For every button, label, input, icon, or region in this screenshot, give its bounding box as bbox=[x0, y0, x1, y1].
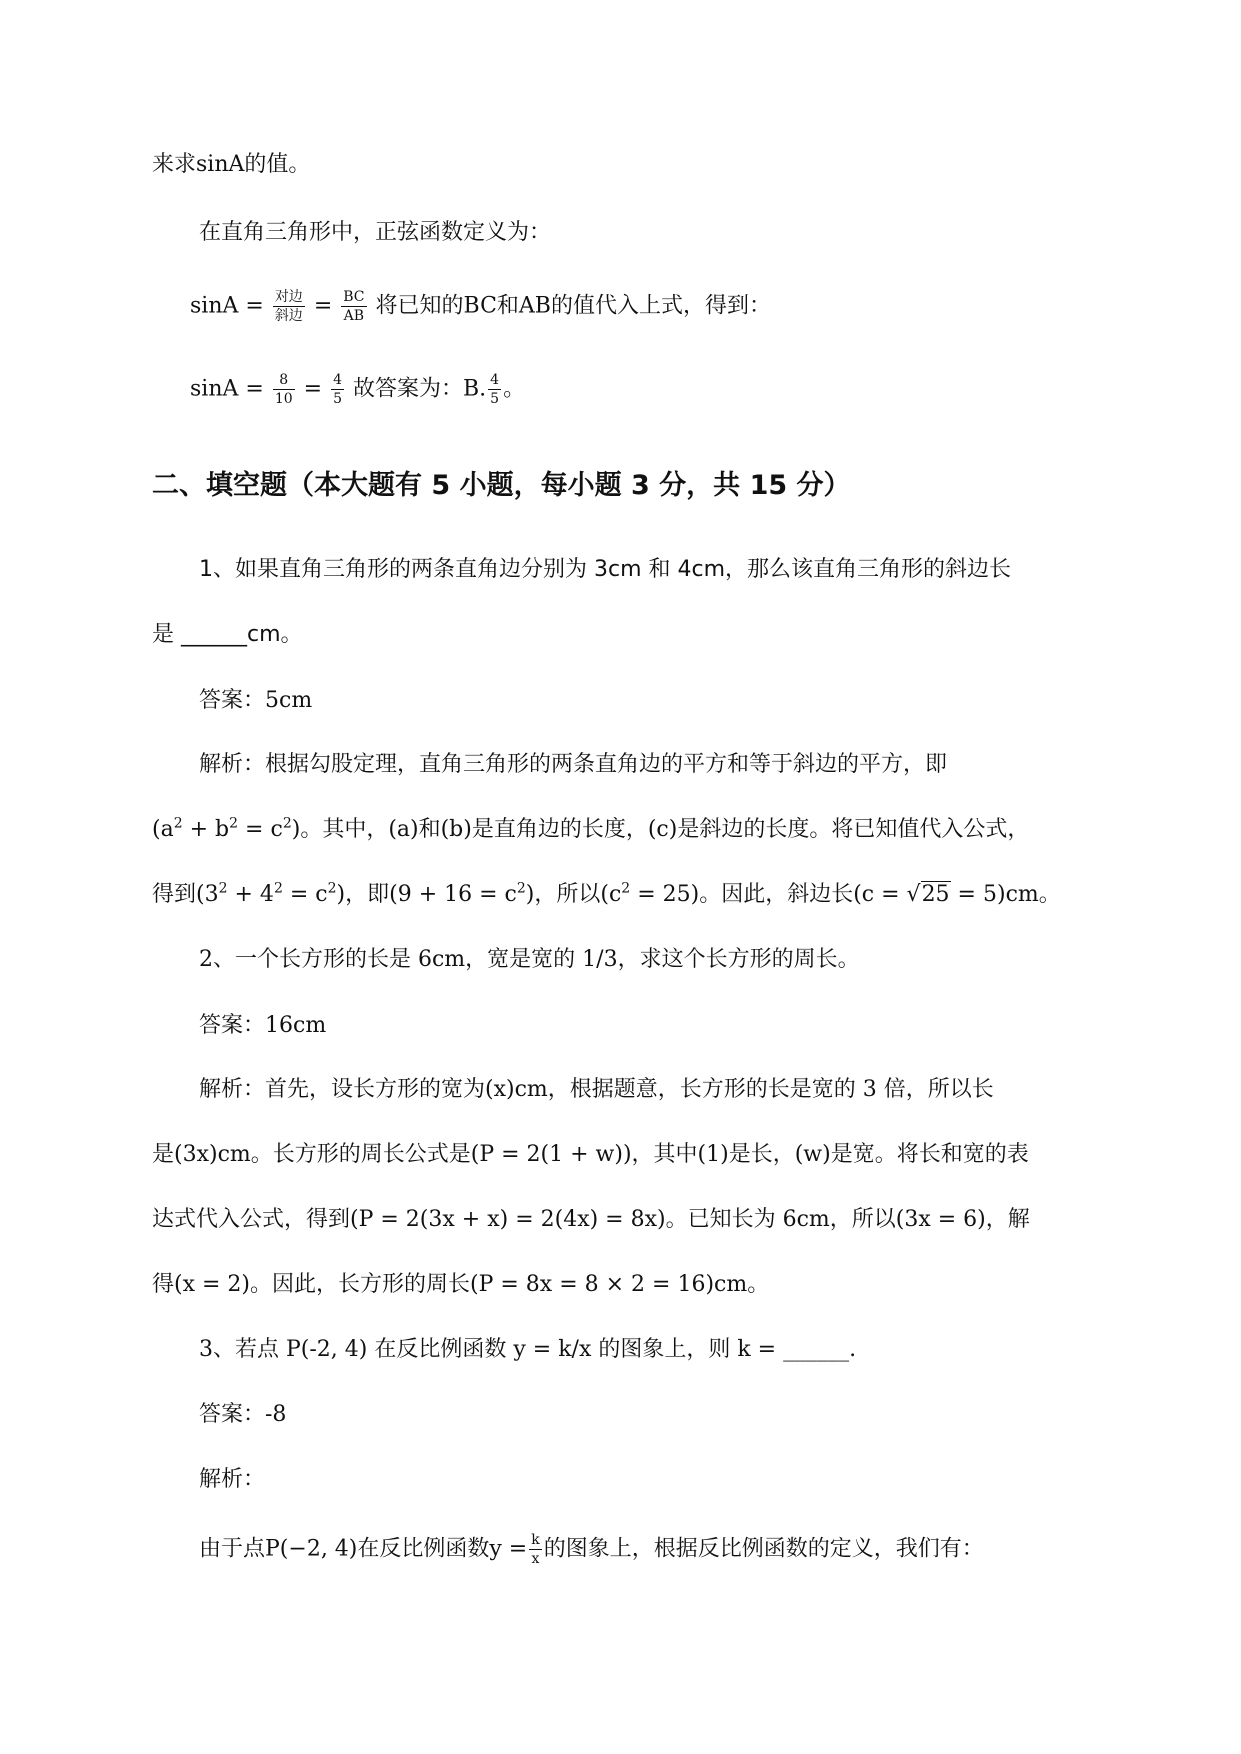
formula-text: = 25)。因此，斜边长(c = bbox=[630, 882, 907, 907]
analysis-text: 由于点P(−2, 4)在反比例函数y = bbox=[199, 1536, 528, 1562]
paragraph-text: 来求sinA的值。 bbox=[152, 152, 311, 177]
analysis-3-line-2 bbox=[0, 1532, 1241, 1567]
fraction-denominator: AB bbox=[343, 308, 365, 324]
analysis-text: 解析：根据勾股定理，直角三角形的两条直角边的平方和等于斜边的平方，即 bbox=[199, 752, 948, 777]
superscript: 2 bbox=[173, 815, 183, 832]
answer-1 bbox=[0, 684, 1241, 718]
question-1-line-1 bbox=[0, 553, 1241, 587]
analysis-2-line-2 bbox=[0, 1138, 1241, 1172]
fraction-opposite-over-hypotenuse bbox=[273, 289, 305, 324]
fraction-4-over-5 bbox=[331, 372, 344, 407]
answer-text: 答案：-8 bbox=[199, 1402, 287, 1427]
section-heading: 二、填空题（本大题有 5 小题，每小题 3 分，共 15 分） bbox=[152, 470, 851, 501]
superscript: 2 bbox=[218, 880, 228, 897]
fraction-numerator: BC bbox=[343, 289, 365, 305]
formula-text: 得到(3 bbox=[152, 882, 219, 907]
analysis-text: 的图象上，根据反比例函数的定义，我们有： bbox=[543, 1536, 984, 1562]
formula-text: )，即(9 + 16 = c bbox=[336, 882, 517, 907]
superscript: 2 bbox=[327, 880, 337, 897]
formula-text: (a bbox=[152, 817, 174, 842]
formula-text: = c bbox=[238, 817, 283, 842]
punctuation: 。 bbox=[503, 376, 526, 402]
text-line bbox=[0, 216, 1241, 250]
answer-3 bbox=[0, 1398, 1241, 1432]
superscript: 2 bbox=[273, 880, 283, 897]
analysis-1-line-3 bbox=[0, 878, 1241, 912]
fraction-bc-over-ab bbox=[341, 289, 366, 324]
formula-line-sinA-definition bbox=[0, 289, 1241, 324]
analysis-1-line-1 bbox=[0, 748, 1241, 782]
fraction-denominator: 5 bbox=[490, 391, 500, 407]
answer-2 bbox=[0, 1009, 1241, 1043]
analysis-text: 得(x = 2)。因此，长方形的周长(P = 8x = 8 × 2 = 16)cm。 bbox=[152, 1272, 770, 1297]
fraction-numerator: k bbox=[531, 1532, 540, 1548]
formula-text: = c bbox=[282, 882, 328, 907]
superscript: 2 bbox=[516, 880, 526, 897]
answer-text: 答案：16cm bbox=[199, 1013, 327, 1038]
formula-text: = 5)cm。 bbox=[950, 882, 1061, 907]
formula-line-sinA-value bbox=[0, 372, 1241, 407]
formula-lhs: sinA = bbox=[190, 293, 264, 319]
fraction-denominator: 5 bbox=[333, 391, 342, 407]
fraction-denominator: x bbox=[531, 1551, 540, 1567]
paragraph-text: 在直角三角形中，正弦函数定义为： bbox=[199, 220, 552, 245]
analysis-text: 解析：首先，设长方形的宽为(x)cm，根据题意，长方形的长是宽的 3 倍，所以长 bbox=[199, 1077, 994, 1102]
analysis-text: 解析： bbox=[199, 1467, 266, 1492]
equals-sign: = bbox=[303, 376, 323, 402]
question-3-line-1 bbox=[0, 1333, 1241, 1367]
fraction-numerator: 4 bbox=[333, 372, 342, 388]
formula-text: )，所以(c bbox=[525, 882, 622, 907]
question-2-line-1 bbox=[0, 943, 1241, 977]
question-1-line-2 bbox=[0, 618, 1241, 652]
fraction-denominator: 10 bbox=[274, 391, 293, 407]
equals-sign: = bbox=[313, 293, 333, 319]
analysis-text: )。其中，(a)和(b)是直角边的长度，(c)是斜边的长度。将已知值代入公式， bbox=[291, 817, 1030, 842]
analysis-2-line-4 bbox=[0, 1268, 1241, 1302]
formula-text: + 4 bbox=[227, 882, 274, 907]
analysis-2-line-1 bbox=[0, 1073, 1241, 1107]
analysis-2-line-3 bbox=[0, 1203, 1241, 1237]
fraction-answer-4-over-5 bbox=[488, 372, 501, 407]
fraction-denominator: 斜边 bbox=[274, 308, 303, 324]
text-line bbox=[0, 148, 1241, 182]
square-root: √25 bbox=[906, 882, 950, 907]
question-text: 3、若点 P(-2, 4) 在反比例函数 y = k/x 的图象上，则 k = ______. bbox=[199, 1337, 857, 1362]
paragraph-text: 故答案为：B. bbox=[353, 376, 487, 402]
superscript: 2 bbox=[282, 815, 292, 832]
answer-text: 答案：5cm bbox=[199, 688, 313, 713]
fraction-numerator: 对边 bbox=[274, 289, 303, 305]
superscript: 2 bbox=[229, 815, 239, 832]
fraction-numerator: 8 bbox=[273, 372, 295, 390]
superscript: 2 bbox=[621, 880, 631, 897]
fraction-numerator: 4 bbox=[490, 372, 500, 388]
analysis-text: 达式代入公式，得到(P = 2(3x + x) = 2(4x) = 8x)。已知长为 6cm，所以(3x = 6)，解 bbox=[152, 1207, 1030, 1232]
formula-lhs: sinA = bbox=[190, 376, 264, 402]
analysis-3-label bbox=[0, 1463, 1241, 1497]
paragraph-text: 将已知的BC和AB的值代入上式，得到： bbox=[375, 293, 771, 319]
question-text: 2、一个长方形的长是 6cm，宽是宽的 1/3，求这个长方形的周长。 bbox=[199, 947, 860, 972]
analysis-text: 是(3x)cm。长方形的周长公式是(P = 2(1 + w))，其中(1)是长，(w)是宽。将长和宽的表 bbox=[152, 1142, 1029, 1167]
formula-text: + b bbox=[182, 817, 230, 842]
fraction-k-over-x bbox=[529, 1532, 541, 1567]
radicand: 25 bbox=[921, 882, 950, 907]
fraction-8-over-10 bbox=[273, 372, 295, 407]
analysis-1-line-2 bbox=[0, 813, 1241, 847]
question-text: 是 ______cm。 bbox=[152, 622, 303, 647]
question-text: 1、如果直角三角形的两条直角边分别为 3cm 和 4cm，那么该直角三角形的斜边长 bbox=[199, 557, 1012, 582]
